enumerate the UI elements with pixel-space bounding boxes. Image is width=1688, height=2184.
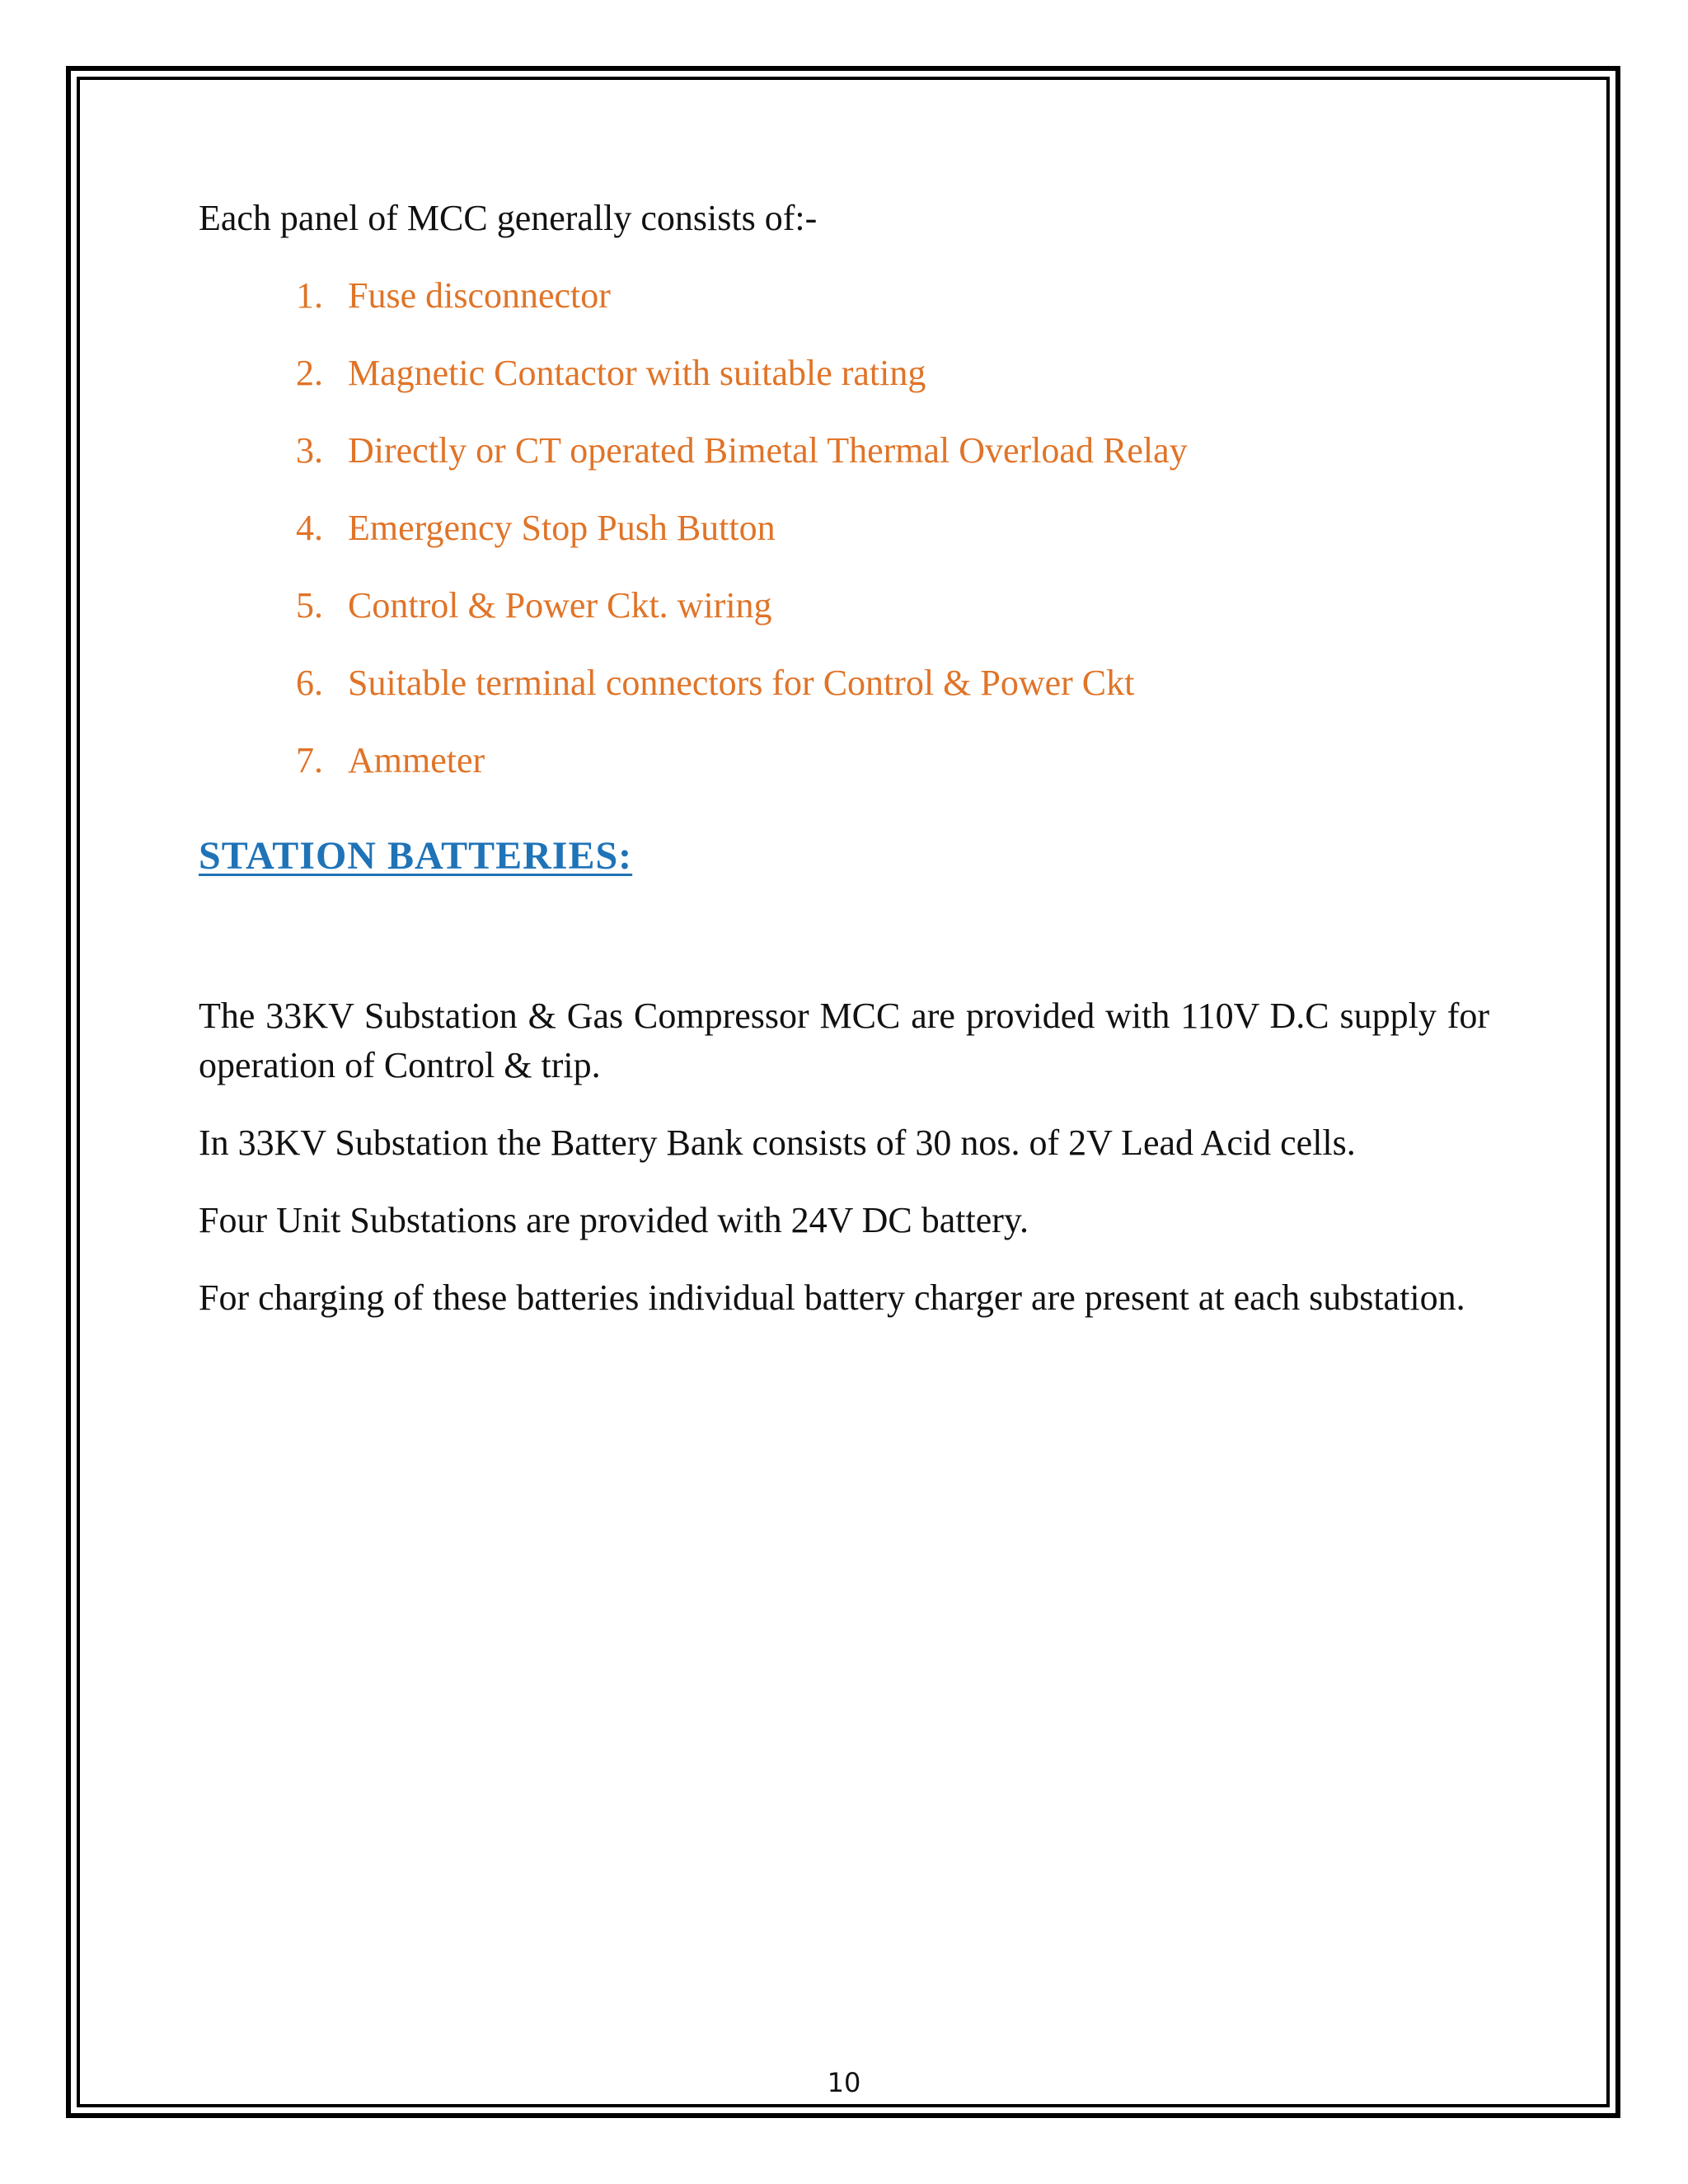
list-item [199,271,1489,321]
list-item [199,349,1489,398]
list-item-number: 2. [296,353,323,393]
list-item-text: Suitable terminal connectors for Control & Power Ckt [348,663,1135,703]
list-item-number: 7. [296,740,323,780]
list-item-text: Magnetic Contactor with suitable rating [348,353,926,393]
list-item-number: 3. [296,430,323,471]
intro-text: Each panel of MCC generally consists of:- [199,198,818,238]
list-item-number: 5. [296,585,323,626]
list-item-text: Control & Power Ckt. wiring [348,585,772,626]
list-item [199,504,1489,553]
list-item-number: 4. [296,508,323,548]
list-item [199,426,1489,476]
mcc-components-list [199,271,1489,785]
paragraph: The 33KV Substation & Gas Compressor MCC are provided with 110V D.C supply for operation of Control & trip. [199,996,1489,1085]
list-item [199,658,1489,708]
page-number: 10 [827,2067,861,2098]
list-item-text: Fuse disconnector [348,275,611,316]
paragraph: In 33KV Substation the Battery Bank consists of 30 nos. of 2V Lead Acid cells. [199,1122,1356,1163]
section-heading: STATION BATTERIES: [199,834,633,878]
paragraph: Four Unit Substations are provided with 24V DC battery. [199,1200,1029,1240]
paragraph: For charging of these batteries individual battery charger are present at each substation. [199,1277,1465,1318]
list-item-number: 6. [296,663,323,703]
list-item [199,736,1489,785]
list-item-text: Emergency Stop Push Button [348,508,776,548]
page-content [199,194,1489,1323]
list-item [199,581,1489,630]
list-item-text: Directly or CT operated Bimetal Thermal Overload Relay [348,430,1188,471]
list-item-text: Ammeter [348,740,485,780]
list-item-number: 1. [296,275,323,316]
